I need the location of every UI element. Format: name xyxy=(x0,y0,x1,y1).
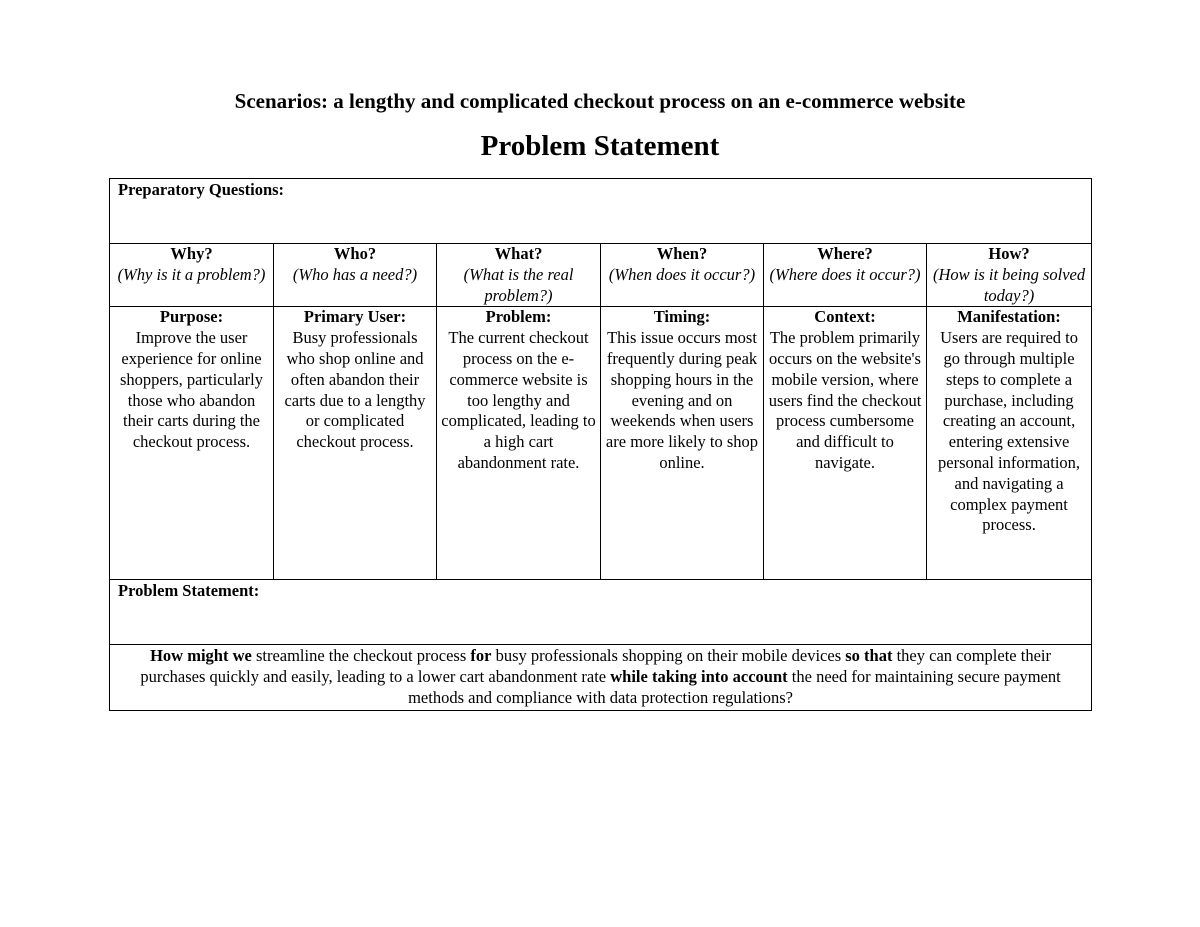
purpose-text: Improve the user experience for online shoppers, particularly those who abandon their carts during the checkout process. xyxy=(120,328,263,452)
when-subtitle: (When does it occur?) xyxy=(608,264,756,284)
when-question: When? xyxy=(656,244,708,263)
hmw-keyword-while-taking-into-account: while taking into account xyxy=(610,667,788,687)
primary-user-cell xyxy=(274,307,437,580)
problem-cell xyxy=(437,307,601,580)
who-question: Who? xyxy=(333,244,377,263)
context-label: Context: xyxy=(814,307,876,327)
why-subtitle: (Why is it a problem?) xyxy=(117,264,266,284)
problem-label: Problem: xyxy=(485,307,552,327)
how-subtitle: (How is it being solved today?) xyxy=(932,264,1086,305)
problem-statement-label: Problem Statement: xyxy=(118,581,260,601)
purpose-cell xyxy=(110,307,274,580)
hmw-keyword-so-that: so that xyxy=(845,646,893,666)
manifestation-label: Manifestation: xyxy=(957,307,1061,327)
where-subtitle: (Where does it occur?) xyxy=(769,264,921,284)
why-header-cell xyxy=(110,244,274,307)
problem-text: The current checkout process on the e-commerce website is too lengthy and complicated, leading to a high cart abandonment rate. xyxy=(441,328,596,472)
scenario-heading: Scenarios: a lengthy and complicated checkout process on an e-commerce website xyxy=(234,89,966,113)
preparatory-cell xyxy=(110,179,1092,244)
what-question: What? xyxy=(494,244,543,263)
hmw-text-1: streamline the checkout process xyxy=(251,646,471,666)
primary-user-label: Primary User: xyxy=(303,307,407,327)
preparatory-row xyxy=(110,179,1092,244)
hmw-text-4: the need for maintaining secure payment methods and compliance with data protection regulations? xyxy=(408,667,1061,707)
preparatory-label: Preparatory Questions: xyxy=(118,180,285,199)
what-header-cell xyxy=(437,244,601,307)
how-question: How? xyxy=(988,244,1030,263)
problem-statement-label-cell xyxy=(110,580,1092,645)
question-header-row xyxy=(110,244,1092,307)
timing-cell xyxy=(601,307,764,580)
timing-text: This issue occurs most frequently during peak shopping hours in the evening and on weekends when users are more likely to shop online. xyxy=(605,328,759,472)
who-header-cell xyxy=(274,244,437,307)
manifestation-cell xyxy=(927,307,1092,580)
what-subtitle: (What is the real problem?) xyxy=(463,264,574,305)
where-header-cell xyxy=(764,244,927,307)
problem-statement-table xyxy=(109,178,1092,711)
context-cell xyxy=(764,307,927,580)
hmw-keyword-how-might-we: How might we xyxy=(150,646,252,666)
hmw-row xyxy=(110,645,1092,710)
where-question: Where? xyxy=(817,244,873,263)
hmw-text-3: they can complete their purchases quickly and easily, leading to a lower cart abandonment rate xyxy=(140,646,1051,687)
hmw-keyword-for: for xyxy=(470,646,492,666)
manifestation-text: Users are required to go through multiple steps to complete a purchase, including creating an account, entering extensive personal information, and navigating a complex payment process. xyxy=(938,328,1081,535)
primary-user-text: Busy professionals who shop online and often abandon their carts due to a lengthy or complicated checkout process. xyxy=(284,328,426,452)
hmw-statement-cell xyxy=(110,645,1092,710)
when-header-cell xyxy=(601,244,764,307)
problem-statement-label-row xyxy=(110,580,1092,645)
hmw-text-2: busy professionals shopping on their mobile devices xyxy=(491,646,846,666)
who-subtitle: (Who has a need?) xyxy=(292,264,418,284)
purpose-label: Purpose: xyxy=(159,307,224,327)
why-question: Why? xyxy=(170,244,213,263)
context-text: The problem primarily occurs on the website's mobile version, where users find the checkout process cumbersome and difficult to navigate. xyxy=(768,328,922,472)
page-title: Problem Statement xyxy=(480,130,720,162)
answer-row xyxy=(110,307,1092,580)
timing-label: Timing: xyxy=(653,307,711,327)
how-header-cell xyxy=(927,244,1092,307)
